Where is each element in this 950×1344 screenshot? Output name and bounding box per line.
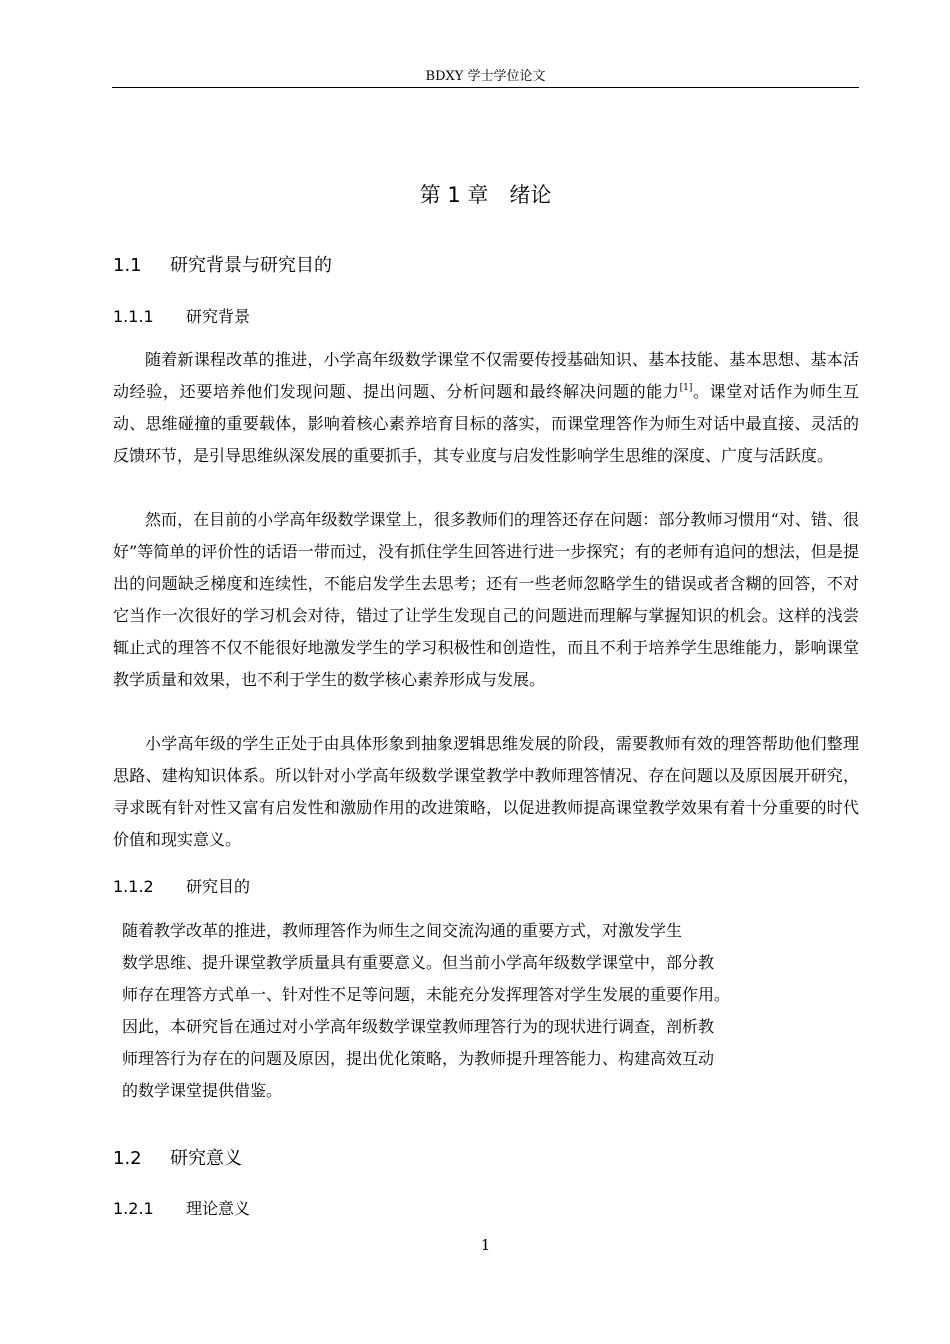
paragraph-background-2: 然而，在目前的小学高年级数学课堂上，很多教师们的理答还存在问题：部分教师习惯用“对、错、很好”等简单的评价性的话语一带而过，没有抓住学生回答进行进一步探究；有的老师有追问的想法，但是提出的问题缺乏梯度和连续性，不能启发学生去思考；还有一些老师忽略学生的错误或者含糊的回答，不对它当作一次很好的学习机会对待，错过了让学生发现自己的问题进而理解与掌握知识的机会。这样的浅尝辄止式的理答不仅不能很好地激发学生的学习积极性和创造性，而且不利于培养学生思维能力，影响课堂教学质量和效果，也不利于学生的数学核心素养形成与发展。 [113, 510, 859, 689]
subsection-number: 1.1.2 [113, 877, 154, 896]
subsection-heading-1-2-1 [113, 1197, 250, 1221]
section-number: 1.2 [113, 1148, 142, 1169]
section-heading-1-2 [113, 1146, 242, 1172]
subsection-title: 理论意义 [186, 1199, 251, 1218]
citation-marker: [1] [679, 383, 693, 393]
paragraph-background-3: 小学高年级的学生正处于由具体形象到抽象逻辑思维发展的阶段，需要教师有效的理答帮助他们整理思路、建构知识体系。所以针对小学高年级数学课堂教学中教师理答情况、存在问题以及原因展开研究，寻求既有针对性又富有启发性和激励作用的改进策略，以促进教师提高课堂教学效果有着十分重要的时代价值和现实意义。 [113, 734, 859, 849]
subsection-number: 1.2.1 [113, 1199, 154, 1218]
subsection-heading-1-1-2 [113, 875, 250, 899]
header-rule [112, 87, 859, 88]
paragraph-objective-1: 随着教学改革的推进，教师理答作为师生之间交流沟通的重要方式，对激发学生 数学思维、提升课堂教学质量具有重要意义。但当前小学高年级数学课堂中，部分教 师存在理答方式单一、针对性不足等问题，未能充分发挥理答对学生发展的重要作用。 因此，本研究旨在通过对小学高年级数学课堂教师理答行为的现状进行调查，剖析教 师理答行为存在的问题及原因，提出优化策略，为教师提升理答能力、构建高效互动 的数学课堂提供借鉴。 [122, 921, 731, 1100]
subsection-title: 研究目的 [186, 877, 251, 896]
paragraph-text: 随着新课程改革的推进，小学高年级数学课堂不仅需要传授基础知识、基本技能、基本思想、基本活动经验，还要培养他们发现问题、提出问题、分析问题和最终解决问题的能力 [113, 350, 859, 401]
section-number: 1.1 [113, 255, 142, 276]
chapter-title: 第 1 章 绪论 [419, 183, 552, 207]
subsection-title: 研究背景 [186, 307, 251, 326]
paragraph-text: 。课堂对话作为师生互动、思维碰撞的重要载体，影响着核心素养培育目标的落实，而课堂理答作为师生对话中最直接、灵活的反馈环节，是引导思维纵深发展的重要抓手，其专业度与启发性影响学生思维的深度、广度与活跃度。 [113, 382, 859, 465]
running-header: BDXY 学士学位论文 [425, 69, 546, 84]
subsection-heading-1-1-1 [113, 305, 250, 329]
page-number: 1 [480, 1236, 491, 1254]
section-heading-1-1 [113, 253, 332, 279]
section-title: 研究背景与研究目的 [170, 255, 332, 276]
subsection-number: 1.1.1 [113, 307, 154, 326]
section-title: 研究意义 [170, 1148, 242, 1169]
paragraph-background-1 [113, 344, 859, 472]
